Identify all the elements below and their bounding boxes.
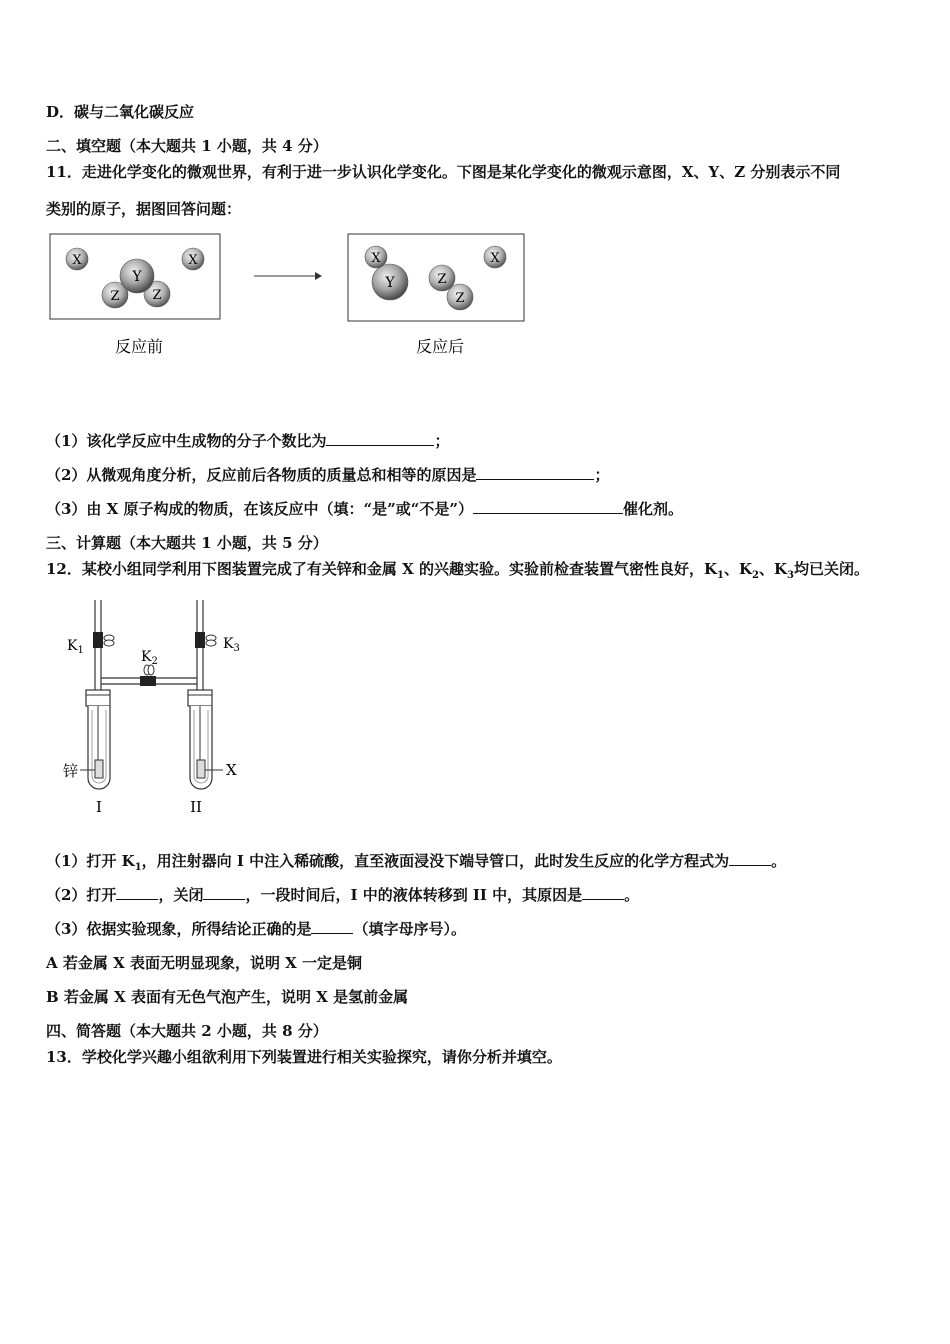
- reaction-arrow: [254, 272, 322, 280]
- q12-sub3: （3）依据实验现象，所得结论正确的是 （填字母序号）。: [46, 920, 466, 938]
- q11-stem-line1: 11．走进化学变化的微观世界，有利于进一步认识化学变化。下图是某化学变化的微观示意图，X、Y、Z 分别表示不同: [46, 163, 841, 181]
- x-label: X: [226, 761, 237, 779]
- metal-x-piece: [197, 760, 205, 778]
- q11-stem-line2: 类别的原子，据图回答问题：: [46, 200, 242, 218]
- q12-sub2: （2）打开 ，关闭 ，一段时间后，I 中的液体转移到 II 中，其原因是 。: [46, 886, 640, 904]
- q11-micro-diagram: [0, 0, 950, 380]
- k3-clamp: [195, 632, 216, 648]
- q12-blank1[interactable]: [729, 851, 771, 866]
- zinc-piece: [95, 760, 103, 778]
- zinc-label: 锌: [63, 762, 79, 780]
- q12-blank3[interactable]: [311, 919, 353, 934]
- after-label: 反应后: [415, 337, 465, 356]
- q11-sub1: （1）该化学反应中生成物的分子个数比为 ；: [46, 432, 450, 450]
- q12-blank2c[interactable]: [582, 885, 624, 900]
- after-x-atom: [484, 246, 506, 268]
- section-2-title: 二、填空题（本大题共 1 小题，共 4 分）: [46, 137, 328, 155]
- q11-blank3[interactable]: [473, 499, 623, 514]
- svg-text:Y: Y: [385, 275, 395, 291]
- svg-text:Z: Z: [110, 289, 120, 304]
- q11-blank1[interactable]: [326, 431, 434, 446]
- stopper-left: [86, 690, 110, 706]
- tube-i-label: I: [96, 798, 102, 816]
- q12-sub1: （1）打开 $K_1$，用注射器向 I 中注入稀硫酸，直至液面浸没下端导管口，此时发生反应的化学方程式为 。: [46, 852, 787, 873]
- svg-text:Z: Z: [455, 291, 465, 306]
- before-x-atom-left: [66, 248, 88, 270]
- k3-label: $K_3$: [223, 636, 240, 654]
- q12-blank2b[interactable]: [203, 885, 245, 900]
- svg-text:Y: Y: [132, 269, 142, 285]
- svg-text:X: X: [72, 253, 82, 268]
- q11-blank2[interactable]: [476, 465, 594, 480]
- q13-stem: 13．学校化学兴趣小组欲利用下列装置进行相关实验探究，请你分析并填空。: [46, 1048, 562, 1066]
- q12-apparatus-diagram: [0, 590, 300, 820]
- svg-text:Z: Z: [437, 272, 447, 287]
- svg-text:Z: Z: [152, 288, 162, 303]
- before-x-atom-right: [182, 248, 204, 270]
- k1-label: $K_1$: [67, 638, 84, 656]
- q12-option-b: B 若金属 X 表面有无色气泡产生，说明 X 是氢前金属: [46, 988, 409, 1006]
- k1-clamp: [93, 632, 114, 648]
- q12-stem: 12．某校小组同学利用下图装置完成了有关锌和金属 X 的兴趣实验。实验前检查装置气密性良好，$K_1$、$K_2$、$K_3$均已关闭。: [46, 560, 870, 581]
- before-label: 反应前: [114, 337, 164, 356]
- k2-clamp: [140, 665, 156, 686]
- tube-ii-label: II: [190, 798, 202, 816]
- stopper-right: [188, 690, 212, 706]
- q12-blank2a[interactable]: [116, 885, 158, 900]
- q11-sub3: （3）由 X 原子构成的物质，在该反应中（填：“是”或“不是”） 催化剂。: [46, 500, 684, 518]
- q11-sub2: （2）从微观角度分析，反应前后各物质的质量总和相等的原因是 ；: [46, 466, 610, 484]
- svg-text:X: X: [371, 251, 381, 266]
- section-3-title: 三、计算题（本大题共 1 小题，共 5 分）: [46, 534, 328, 552]
- section-4-title: 四、简答题（本大题共 2 小题，共 8 分）: [46, 1022, 328, 1040]
- k2-label: $K_2$: [141, 649, 158, 667]
- q12-option-a: A 若金属 X 表面无明显现象，说明 X 一定是铜: [46, 954, 363, 972]
- svg-text:X: X: [490, 251, 500, 266]
- option-d: D．碳与二氧化碳反应: [46, 103, 195, 121]
- svg-text:X: X: [188, 253, 198, 268]
